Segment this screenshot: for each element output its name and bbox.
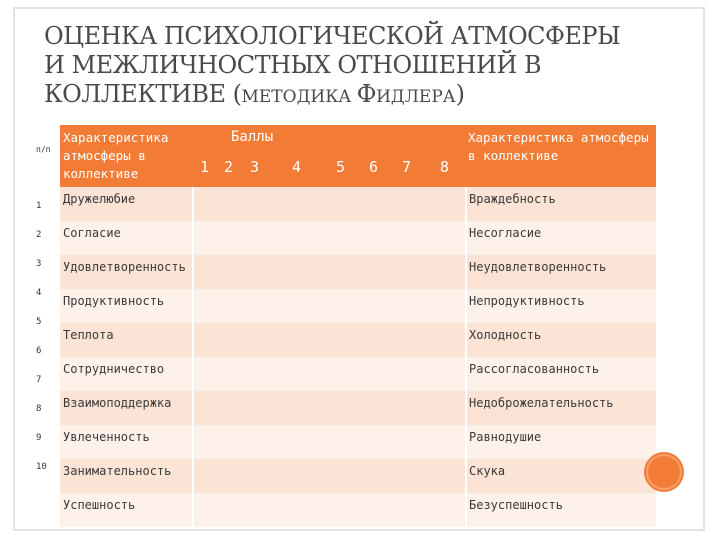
score-5: 5 <box>336 158 346 176</box>
score-cell[interactable] <box>193 459 466 493</box>
left-trait: Согласие <box>60 221 193 255</box>
row-number: 10 <box>36 462 47 472</box>
left-trait: Продуктивность <box>60 289 193 323</box>
right-trait: Холодность <box>466 323 656 357</box>
table-row <box>60 425 656 459</box>
scores-title: Баллы <box>231 129 274 145</box>
row-number: 8 <box>36 404 42 414</box>
score-6: 6 <box>369 158 379 176</box>
score-cell[interactable] <box>193 357 466 391</box>
right-trait: Рассогласованность <box>466 357 656 391</box>
row-number: 5 <box>36 317 42 327</box>
title-line-2: И МЕЖЛИЧНОСТНЫХ ОТНОШЕНИЙ В <box>44 51 542 79</box>
right-trait: Равнодушие <box>466 425 656 459</box>
left-trait: Удовлетворенность <box>60 255 193 289</box>
right-trait: Непродуктивность <box>466 289 656 323</box>
left-trait: Успешность <box>60 493 193 527</box>
left-trait: Занимательность <box>60 459 193 493</box>
left-trait: Взаимоподдержка <box>60 391 193 425</box>
scores-header <box>193 125 466 187</box>
right-trait: Безуспешность <box>466 493 656 527</box>
right-trait: Враждебность <box>466 187 656 221</box>
score-2: 2 <box>224 158 234 176</box>
score-cell[interactable] <box>193 289 466 323</box>
table-row <box>60 187 656 221</box>
fiedler-table <box>60 125 656 527</box>
table-row <box>60 323 656 357</box>
title-line-3: КОЛЛЕКТИВЕ (МЕТОДИКА ФИДЛЕРА) <box>44 80 465 108</box>
table-row <box>60 391 656 425</box>
score-cell[interactable] <box>193 493 466 527</box>
score-cell[interactable] <box>193 187 466 221</box>
score-cell[interactable] <box>193 391 466 425</box>
row-number: 2 <box>36 230 42 240</box>
right-trait: Несогласие <box>466 221 656 255</box>
table-row <box>60 459 656 493</box>
table-header-row <box>60 125 656 187</box>
left-trait: Сотрудничество <box>60 357 193 391</box>
table-row <box>60 255 656 289</box>
row-number: 3 <box>36 259 42 269</box>
left-trait: Теплота <box>60 323 193 357</box>
row-number: 6 <box>36 346 42 356</box>
number-column-header: п/п <box>36 145 51 154</box>
slide-title <box>44 22 684 112</box>
row-number: 9 <box>36 433 42 443</box>
row-number: 7 <box>36 375 42 385</box>
score-8: 8 <box>440 158 450 176</box>
table-row <box>60 357 656 391</box>
row-number: 4 <box>36 288 42 298</box>
table-row <box>60 221 656 255</box>
score-1: 1 <box>200 158 210 176</box>
score-cell[interactable] <box>193 425 466 459</box>
title-line-1: ОЦЕНКА ПСИХОЛОГИЧЕСКОЙ АТМОСФЕРЫ <box>44 22 621 50</box>
score-cell[interactable] <box>193 323 466 357</box>
score-7: 7 <box>402 158 412 176</box>
right-trait: Скука <box>466 459 656 493</box>
table-row <box>60 289 656 323</box>
score-cell[interactable] <box>193 221 466 255</box>
left-trait: Увлеченность <box>60 425 193 459</box>
row-number: 1 <box>36 201 42 211</box>
right-trait: Недоброжелательность <box>466 391 656 425</box>
decorative-circle-ring <box>646 454 682 490</box>
left-trait: Дружелюбие <box>60 187 193 221</box>
score-cell[interactable] <box>193 255 466 289</box>
right-trait: Неудовлетворенность <box>466 255 656 289</box>
score-4: 4 <box>292 158 302 176</box>
table-row <box>60 493 656 527</box>
right-characteristic-header: Характеристика атмосферы в коллективе <box>466 125 656 187</box>
score-3: 3 <box>250 158 260 176</box>
left-characteristic-header: Характеристика атмосферы в коллективе <box>60 125 193 187</box>
